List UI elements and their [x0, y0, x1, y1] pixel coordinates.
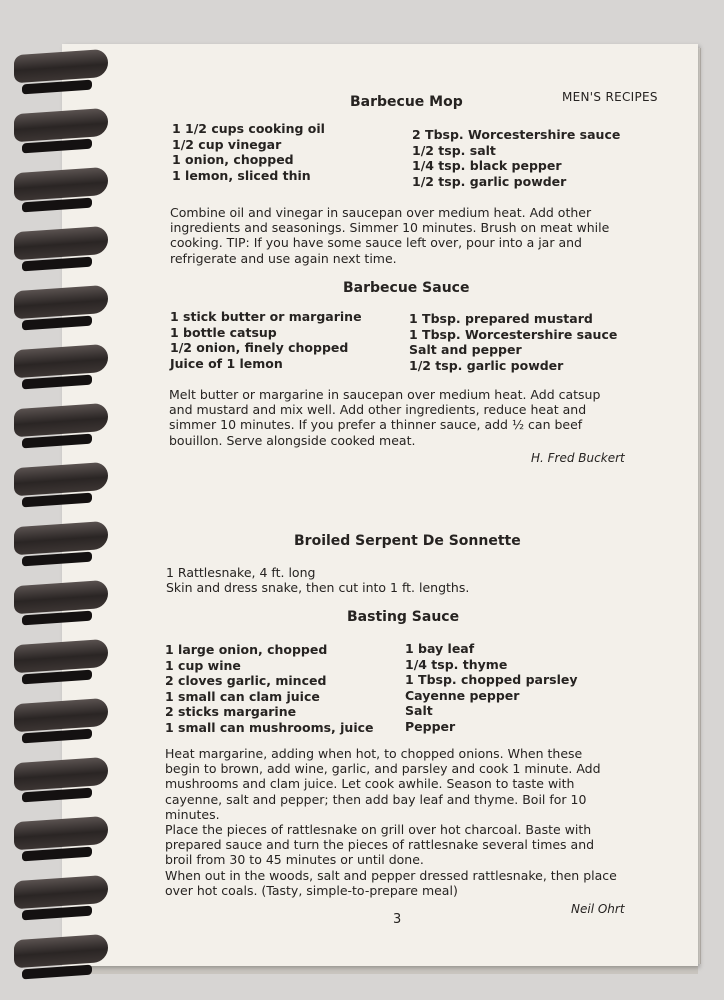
direction-line: bouillon. Serve alongside cooked meat.: [169, 432, 416, 448]
ingredient: 1 cup wine: [165, 657, 241, 673]
recipe-credit: Neil Ohrt: [571, 902, 625, 916]
direction-line: cooking. TIP: If you have some sauce left over, pour into a jar and: [170, 235, 582, 251]
direction-line: ingredients and seasonings. Simmer 10 minutes. Brush on meat while: [170, 220, 610, 236]
direction-line: When out in the woods, salt and pepper dressed rattlesnake, then place: [165, 867, 617, 883]
ingredient: 1 Tbsp. Worcestershire sauce: [409, 326, 618, 342]
ingredient: 1/2 tsp. salt: [412, 142, 496, 158]
direction-line: Place the pieces of rattlesnake on grill over hot charcoal. Baste with: [165, 822, 592, 838]
ingredient: 1/4 tsp. black pepper: [412, 158, 562, 173]
direction-line: Melt butter or margarine in saucepan over medium heat. Add catsup: [169, 387, 601, 402]
ingredient: 1/2 onion, finely chopped: [170, 340, 349, 355]
page-stack-edge: [66, 966, 698, 974]
recipe-line: Skin and dress snake, then cut into 1 ft. lengths.: [166, 580, 470, 596]
ingredient: 1 Tbsp. prepared mustard: [409, 311, 593, 326]
ingredient: 1 bottle catsup: [170, 324, 277, 340]
ingredients-left: [165, 642, 374, 735]
ingredient: Salt and pepper: [409, 342, 522, 357]
direction-line: over hot coals. (Tasty, simple-to-prepare meal): [165, 882, 458, 898]
direction-line: minutes.: [165, 806, 220, 822]
recipe-title: Basting Sauce: [347, 609, 460, 625]
ingredient: 1 bay leaf: [405, 641, 475, 656]
recipe-lines: [166, 565, 469, 595]
ingredient: 1/2 cup vinegar: [172, 136, 282, 152]
direction-line: broil from 30 to 45 minutes or until done.: [165, 852, 424, 868]
direction-line: cayenne, salt and pepper; then add bay leaf and thyme. Boil for 10: [165, 791, 587, 807]
ingredient: 2 Tbsp. Worcestershire sauce: [412, 127, 621, 142]
direction-line: simmer 10 minutes. If you prefer a thinner sauce, add ½ can beef: [169, 417, 583, 433]
ingredient: 1/2 tsp. garlic powder: [409, 357, 564, 373]
ingredient: 1 small can clam juice: [165, 688, 320, 704]
ingredient: Cayenne pepper: [405, 687, 520, 703]
ingredient: 2 cloves garlic, minced: [165, 673, 327, 688]
direction-line: begin to brown, add wine, garlic, and parsley and cook 1 minute. Add: [165, 761, 601, 777]
recipe-title: Barbecue Sauce: [343, 280, 470, 296]
direction-line: prepared sauce and turn the pieces of rattlesnake several times and: [165, 837, 595, 853]
direction-line: mushrooms and clam juice. Let cook awhile. Season to taste with: [165, 776, 575, 792]
page-header: MEN'S RECIPES: [562, 90, 658, 104]
ingredients-left: [170, 309, 362, 371]
direction-line: Combine oil and vinegar in saucepan over medium heat. Add other: [170, 205, 592, 220]
ingredient: 1 lemon, sliced thin: [172, 167, 311, 183]
recipe-title: Broiled Serpent De Sonnette: [294, 533, 521, 549]
directions: [165, 746, 617, 898]
ingredient: 1 1/2 cups cooking oil: [172, 121, 325, 136]
ingredients-right: [412, 127, 620, 189]
ingredient: 1 stick butter or margarine: [170, 309, 362, 324]
ingredients-right: [405, 641, 577, 734]
directions: [170, 205, 609, 266]
ingredient: 1 large onion, chopped: [165, 642, 328, 657]
ingredient: 1/2 tsp. garlic powder: [412, 173, 567, 189]
recipe-credit: H. Fred Buckert: [531, 451, 625, 465]
ingredient: Pepper: [405, 718, 456, 734]
directions: [169, 387, 600, 448]
ingredient: Salt: [405, 703, 433, 718]
ingredient: 1/4 tsp. thyme: [405, 656, 508, 672]
recipe-title: Barbecue Mop: [350, 94, 463, 110]
direction-line: Heat margarine, adding when hot, to chopped onions. When these: [165, 746, 583, 761]
recipe-line: 1 Rattlesnake, 4 ft. long: [166, 565, 316, 580]
ingredient: 1 Tbsp. chopped parsley: [405, 672, 578, 687]
page-number: 3: [393, 912, 402, 927]
ingredient: 1 small can mushrooms, juice: [165, 719, 374, 735]
ingredient: 2 sticks margarine: [165, 704, 297, 719]
ingredient: Juice of 1 lemon: [170, 355, 283, 371]
ingredients-left: [172, 121, 325, 183]
direction-line: refrigerate and use again next time.: [170, 250, 397, 266]
ingredients-right: [409, 311, 617, 373]
direction-line: and mustard and mix well. Add other ingredients, reduce heat and: [169, 402, 587, 418]
ingredient: 1 onion, chopped: [172, 152, 294, 167]
